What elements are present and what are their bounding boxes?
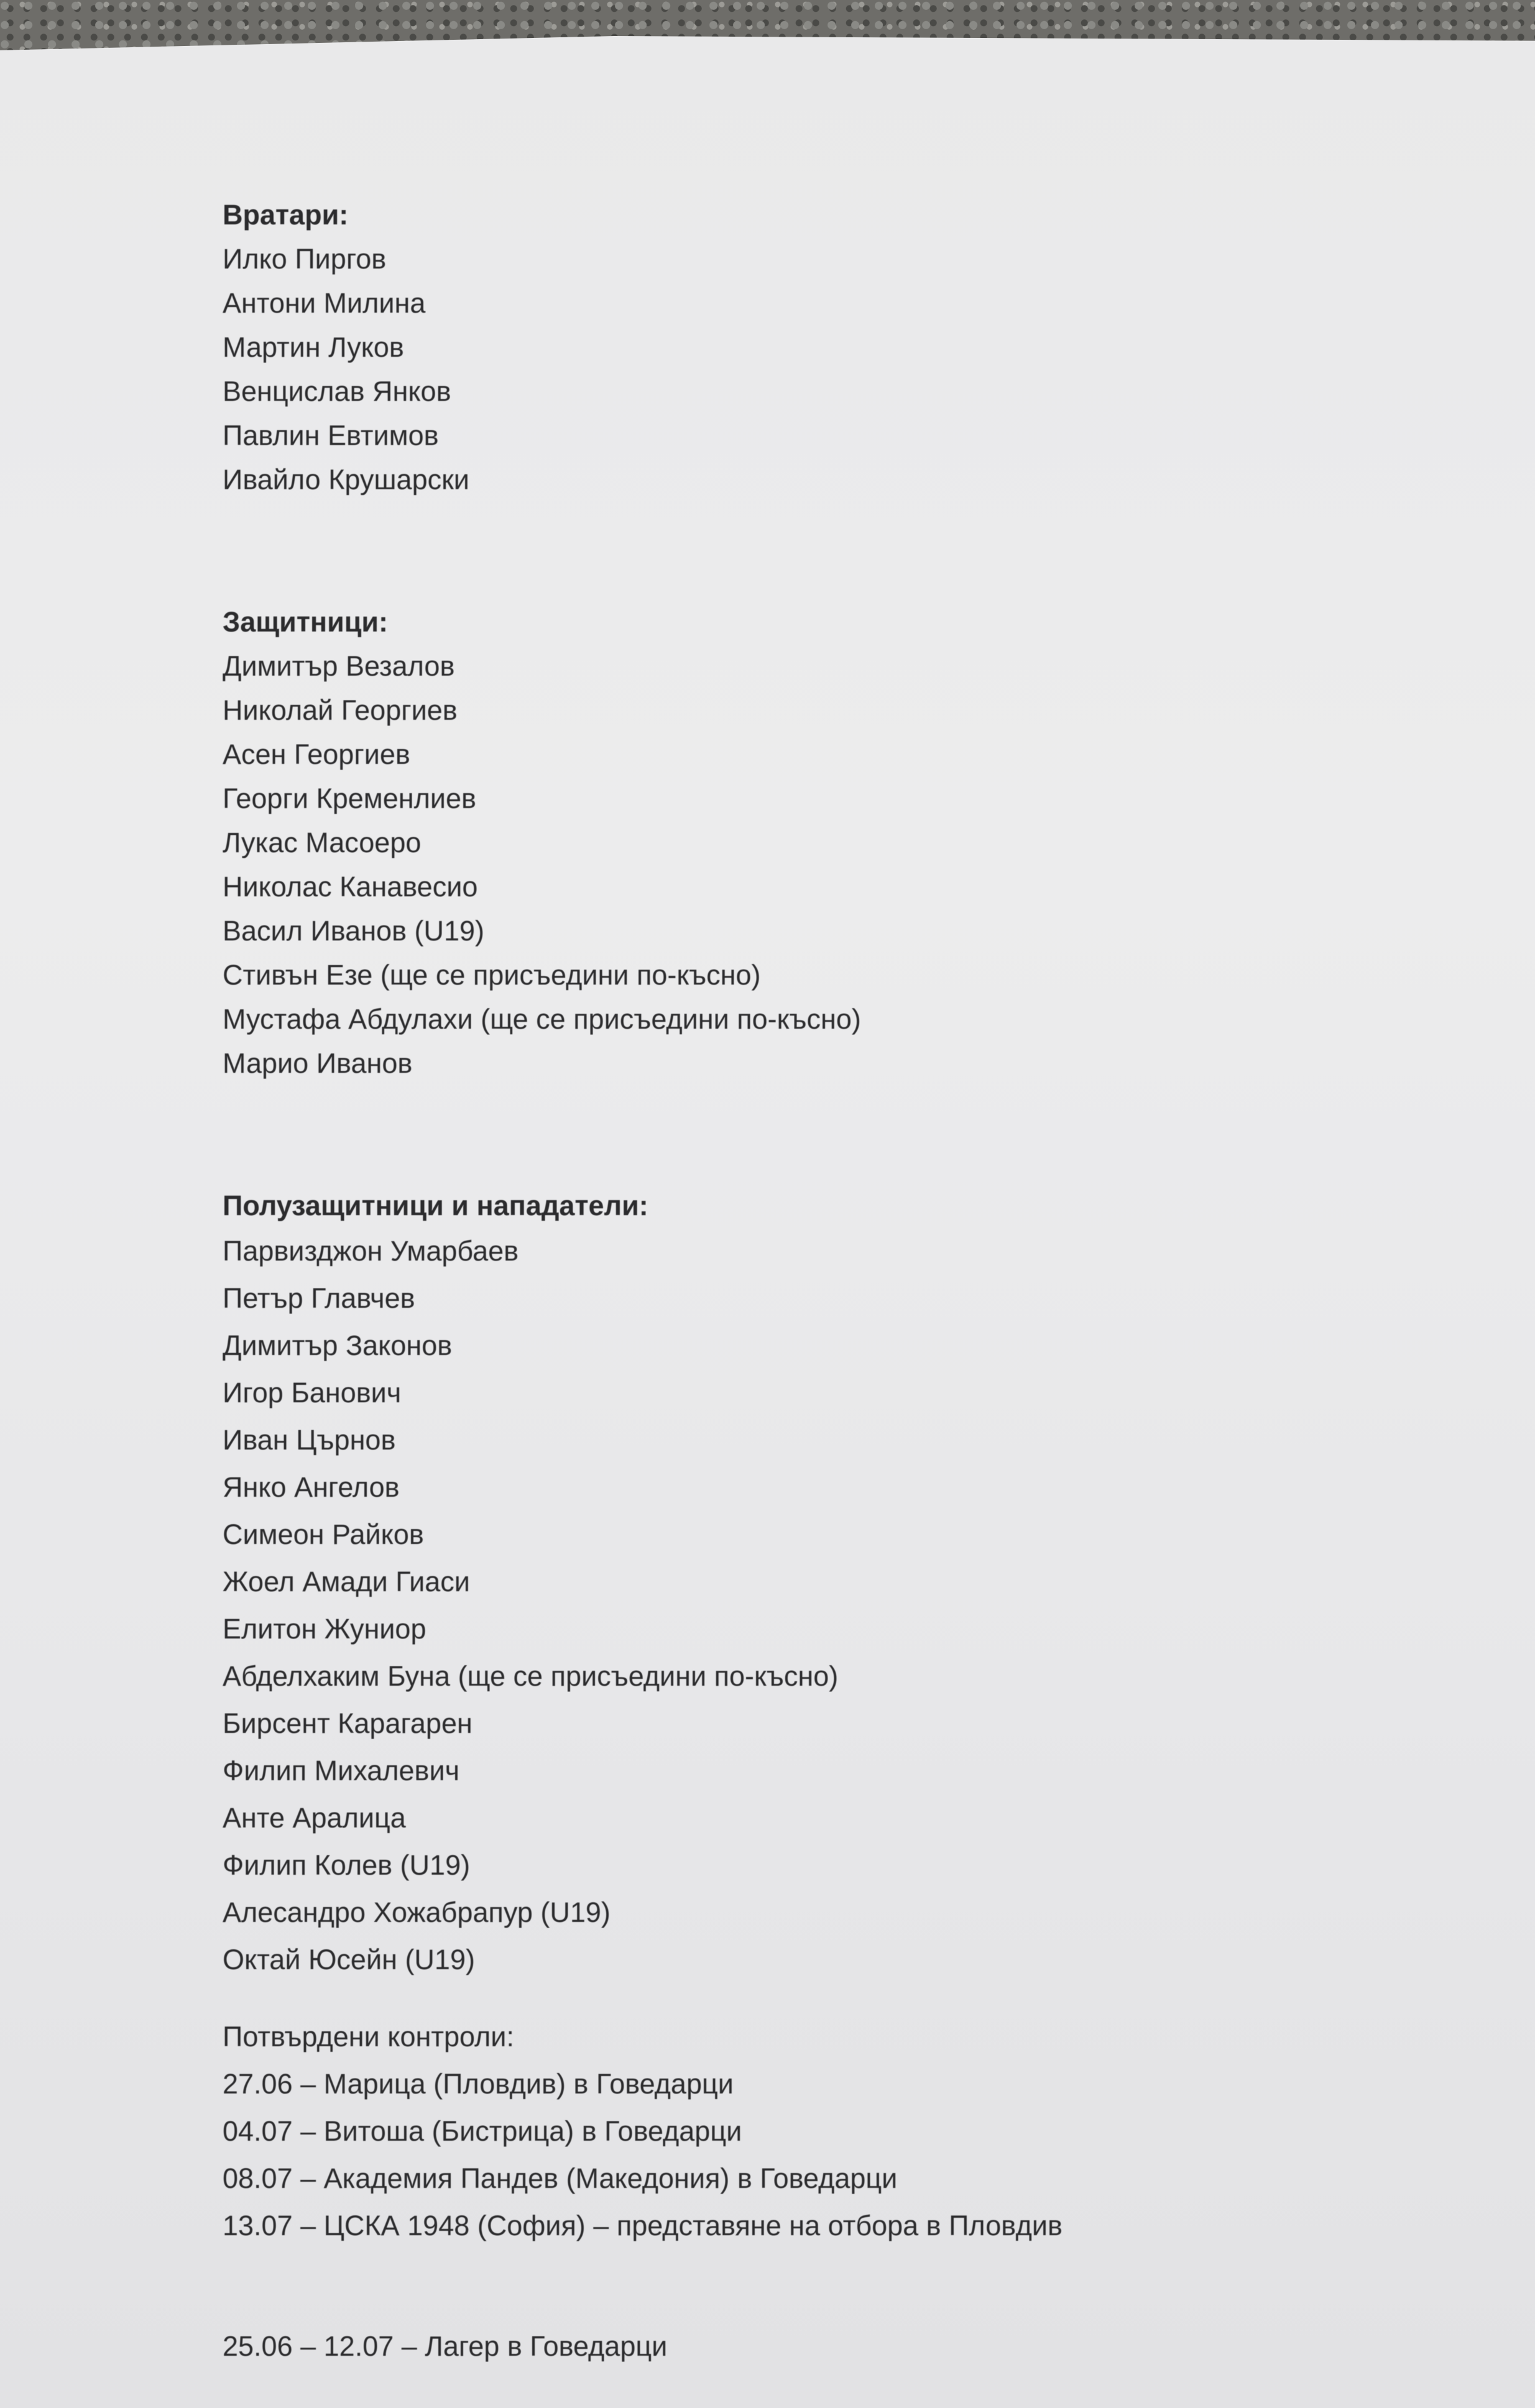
player-name: Мартин Луков — [223, 331, 404, 363]
match-item: 13.07 – ЦСКА 1948 (София) – представяне на отбора в Пловдив — [223, 2210, 1063, 2241]
defenders-list — [223, 644, 1404, 1085]
player-name: Жоел Амади Гиаси — [223, 1566, 470, 1597]
defenders-section — [223, 600, 1404, 1085]
player-name: Лукас Масоеро — [223, 827, 422, 858]
friendlies-list — [223, 2061, 1404, 2249]
spacer — [223, 1983, 1404, 2013]
match-item: 08.07 – Академия Пандев (Македония) в Говедарци — [223, 2162, 898, 2194]
player-name: Филип Колев (U19) — [223, 1849, 471, 1881]
match-item: 27.06 – Марица (Пловдив) в Говедарци — [223, 2068, 734, 2100]
goalkeepers-section — [223, 193, 1404, 502]
goalkeepers-heading: Вратари: — [223, 199, 349, 231]
midfielders-forwards-section — [223, 1183, 1404, 1983]
player-name: Парвизджон Умарбаев — [223, 1235, 519, 1267]
player-name: Игор Банович — [223, 1377, 402, 1408]
player-name: Павлин Евтимов — [223, 420, 439, 451]
player-name: Бирсент Карагарен — [223, 1707, 472, 1739]
goalkeepers-list — [223, 237, 1404, 502]
defenders-heading: Защитници: — [223, 606, 389, 638]
player-name: Октай Юсейн (U19) — [223, 1944, 475, 1975]
spacer — [223, 502, 1404, 600]
player-name: Георги Кременлиев — [223, 783, 476, 814]
player-name: Асен Георгиев — [223, 738, 410, 770]
player-name: Димитър Законов — [223, 1330, 453, 1361]
player-name: Янко Ангелов — [223, 1471, 400, 1503]
spacer — [223, 1085, 1404, 1183]
player-name: Димитър Везалов — [223, 650, 455, 682]
player-name: Абделхаким Буна (ще се присъедини по-късно) — [223, 1660, 839, 1692]
player-name: Петър Главчев — [223, 1282, 415, 1314]
player-name: Иван Църнов — [223, 1424, 396, 1456]
player-name: Венцислав Янков — [223, 375, 451, 407]
player-name: Илко Пиргов — [223, 243, 387, 275]
match-item: 04.07 – Витоша (Бистрица) в Говедарци — [223, 2115, 742, 2147]
camp-dates: 25.06 – 12.07 – Лагер в Говедарци — [223, 2330, 668, 2362]
player-name: Мустафа Абдулахи (ще се присъедини по-късно) — [223, 1003, 861, 1035]
player-name: Алесандро Хожабрапур (U19) — [223, 1896, 611, 1928]
player-name: Стивън Езе (ще се присъедини по-късно) — [223, 959, 761, 991]
player-name: Ивайло Крушарски — [223, 464, 469, 495]
player-name: Елитон Жуниор — [223, 1613, 426, 1645]
player-name: Николас Канавесио — [223, 871, 478, 903]
midfielders-forwards-heading: Полузащитници и нападатели: — [223, 1190, 648, 1221]
player-name: Антони Милина — [223, 287, 426, 319]
player-name: Филип Михалевич — [223, 1755, 460, 1786]
player-name: Васил Иванов (U19) — [223, 915, 485, 947]
player-name: Анте Аралица — [223, 1802, 406, 1834]
camp-section — [223, 2323, 1404, 2370]
spacer — [223, 2249, 1404, 2323]
player-name: Симеон Райков — [223, 1519, 424, 1550]
player-name: Николай Георгиев — [223, 694, 458, 726]
friendlies-heading: Потвърдени контроли: — [223, 2021, 514, 2052]
squad-document — [223, 193, 1404, 2370]
midfielders-forwards-list — [223, 1228, 1404, 1983]
friendlies-section — [223, 2013, 1404, 2249]
player-name: Марио Иванов — [223, 1047, 413, 1079]
